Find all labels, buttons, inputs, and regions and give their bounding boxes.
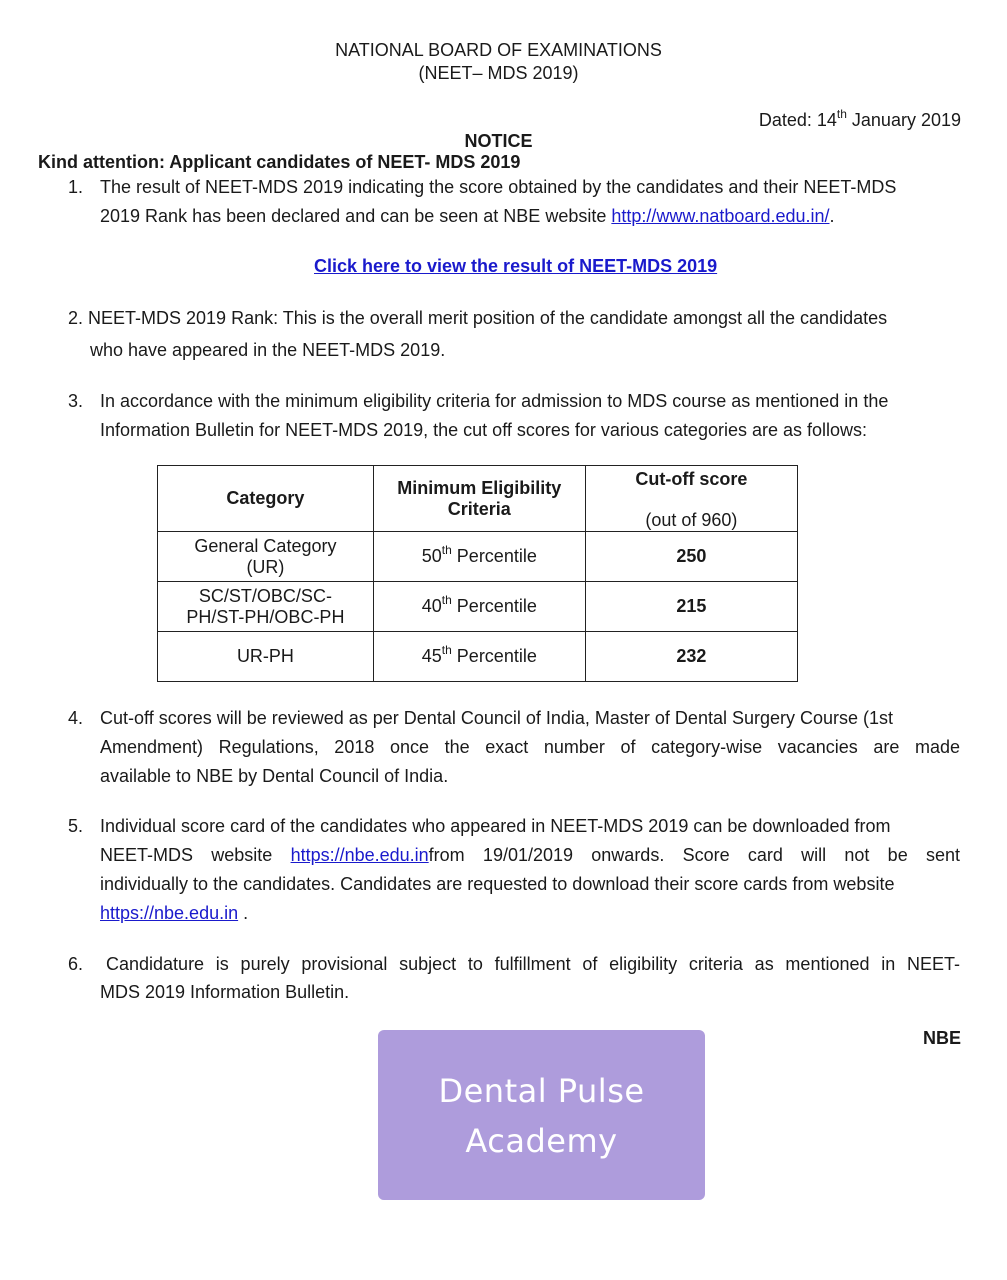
item-1-line-1: The result of NEET-MDS 2019 indicating the score obtained by the candidates and their NEET-MDS [100, 177, 897, 197]
item-5-line-3: individually to the candidates. Candidates are requested to download their score cards from website [100, 874, 895, 894]
row-pct-suffix: Percentile [451, 596, 537, 616]
item-6-line-2: MDS 2019 Information Bulletin. [100, 982, 350, 1002]
table-row [158, 582, 798, 632]
header-category: Category [158, 466, 374, 532]
row-category [158, 532, 374, 582]
table-row [158, 632, 798, 682]
item-3-number: 3. [68, 391, 84, 411]
item-4-line-3: available to NBE by Dental Council of India. [100, 766, 449, 786]
item-5-line-2 [100, 841, 960, 870]
view-result-link[interactable]: Click here to view the result of NEET-MDS 2019 [314, 256, 718, 276]
item-6-line-1: Candidature is purely provisional subject to fulfillment of eligibility criteria as mentioned in NEET- [106, 954, 960, 974]
item-5-number: 5. [68, 816, 84, 836]
item-3-line-1: In accordance with the minimum eligibility criteria for admission to MDS course as mentioned in the [100, 391, 889, 411]
row-category-text: SC/ST/OBC/SC-PH/ST-PH/OBC-PH [186, 585, 345, 627]
table-row [158, 532, 798, 582]
item-3-line-2: Information Bulletin for NEET-MDS 2019, the cut off scores for various categories are as follows: [100, 420, 868, 440]
natboard-link[interactable]: http://www.natboard.edu.in/ [611, 206, 830, 226]
item-1-number: 1. [68, 177, 84, 197]
nbe-website-link-2[interactable]: https://nbe.edu.in [100, 903, 239, 923]
header-criteria [373, 466, 585, 532]
item-4-number: 4. [68, 708, 84, 728]
item-1-line-2 [100, 202, 835, 231]
item-5-text-b: from 19/01/2019 onwards. Score card will not be sent [428, 845, 960, 865]
row-pct-suffix: Percentile [451, 646, 537, 666]
row-pct-suffix: Percentile [451, 546, 537, 566]
signature: NBE [922, 1028, 961, 1048]
row-pct: 50 [421, 546, 442, 566]
org-title: NATIONAL BOARD OF EXAMINATIONS [335, 40, 662, 60]
watermark-line-2: Academy [465, 1122, 618, 1160]
row-score: 215 [585, 582, 797, 632]
item-2-line-2: who have appeared in the NEET-MDS 2019. [90, 340, 446, 360]
row-score: 232 [585, 632, 797, 682]
row-category [158, 632, 374, 682]
nbe-website-link[interactable]: https://nbe.edu.in [290, 845, 429, 865]
item-1-text: 2019 Rank has been declared and can be seen at NBE website [100, 206, 612, 226]
attention-line: Kind attention: Applicant candidates of NEET- MDS 2019 [38, 152, 521, 172]
notice-heading: NOTICE [464, 131, 533, 151]
item-4-line-2: Amendment) Regulations, 2018 once the exact number of category-wise vacancies are made [100, 737, 960, 757]
row-pct-ordinal: th [441, 593, 452, 607]
row-criteria [373, 632, 585, 682]
row-score: 250 [585, 532, 797, 582]
cutoff-table [157, 465, 798, 682]
date-suffix: January 2019 [846, 110, 961, 130]
header-cutoff-title: Cut-off score [635, 469, 748, 489]
date-ordinal: th [836, 107, 847, 121]
row-category [158, 582, 374, 632]
header-criteria-text: Minimum Eligibility Criteria [397, 477, 562, 519]
row-category-text: General Category (UR) [194, 535, 337, 577]
table-header-row [158, 466, 798, 532]
item-5-end: . [238, 903, 249, 923]
row-category-text: UR-PH [236, 646, 294, 666]
watermark-box [378, 1030, 705, 1200]
item-5-text-a: NEET-MDS website [100, 845, 291, 865]
header-cutoff [585, 466, 797, 532]
item-4-line-1: Cut-off scores will be reviewed as per Dental Council of India, Master of Dental Surgery Course (1st [100, 708, 894, 728]
item-2-line-1: 2. NEET-MDS 2019 Rank: This is the overall merit position of the candidate amongst all the candidates [68, 308, 888, 328]
exam-title: (NEET– MDS 2019) [418, 63, 579, 83]
view-result-link-wrap [314, 256, 717, 277]
notice-date [758, 107, 961, 131]
item-5-line-1: Individual score card of the candidates who appeared in NEET-MDS 2019 can be downloaded from [100, 816, 891, 836]
row-pct: 45 [421, 646, 442, 666]
row-pct-ordinal: th [441, 643, 452, 657]
row-pct: 40 [421, 596, 442, 616]
item-6-number: 6. [68, 954, 84, 974]
row-criteria [373, 532, 585, 582]
item-1-end: . [829, 206, 835, 226]
item-5-line-4 [100, 899, 248, 928]
row-criteria [373, 582, 585, 632]
watermark-line-1: Dental Pulse [438, 1072, 645, 1110]
date-prefix: Dated: 14 [758, 110, 837, 130]
header-cutoff-sub: (out of 960) [645, 510, 738, 530]
row-pct-ordinal: th [441, 543, 452, 557]
